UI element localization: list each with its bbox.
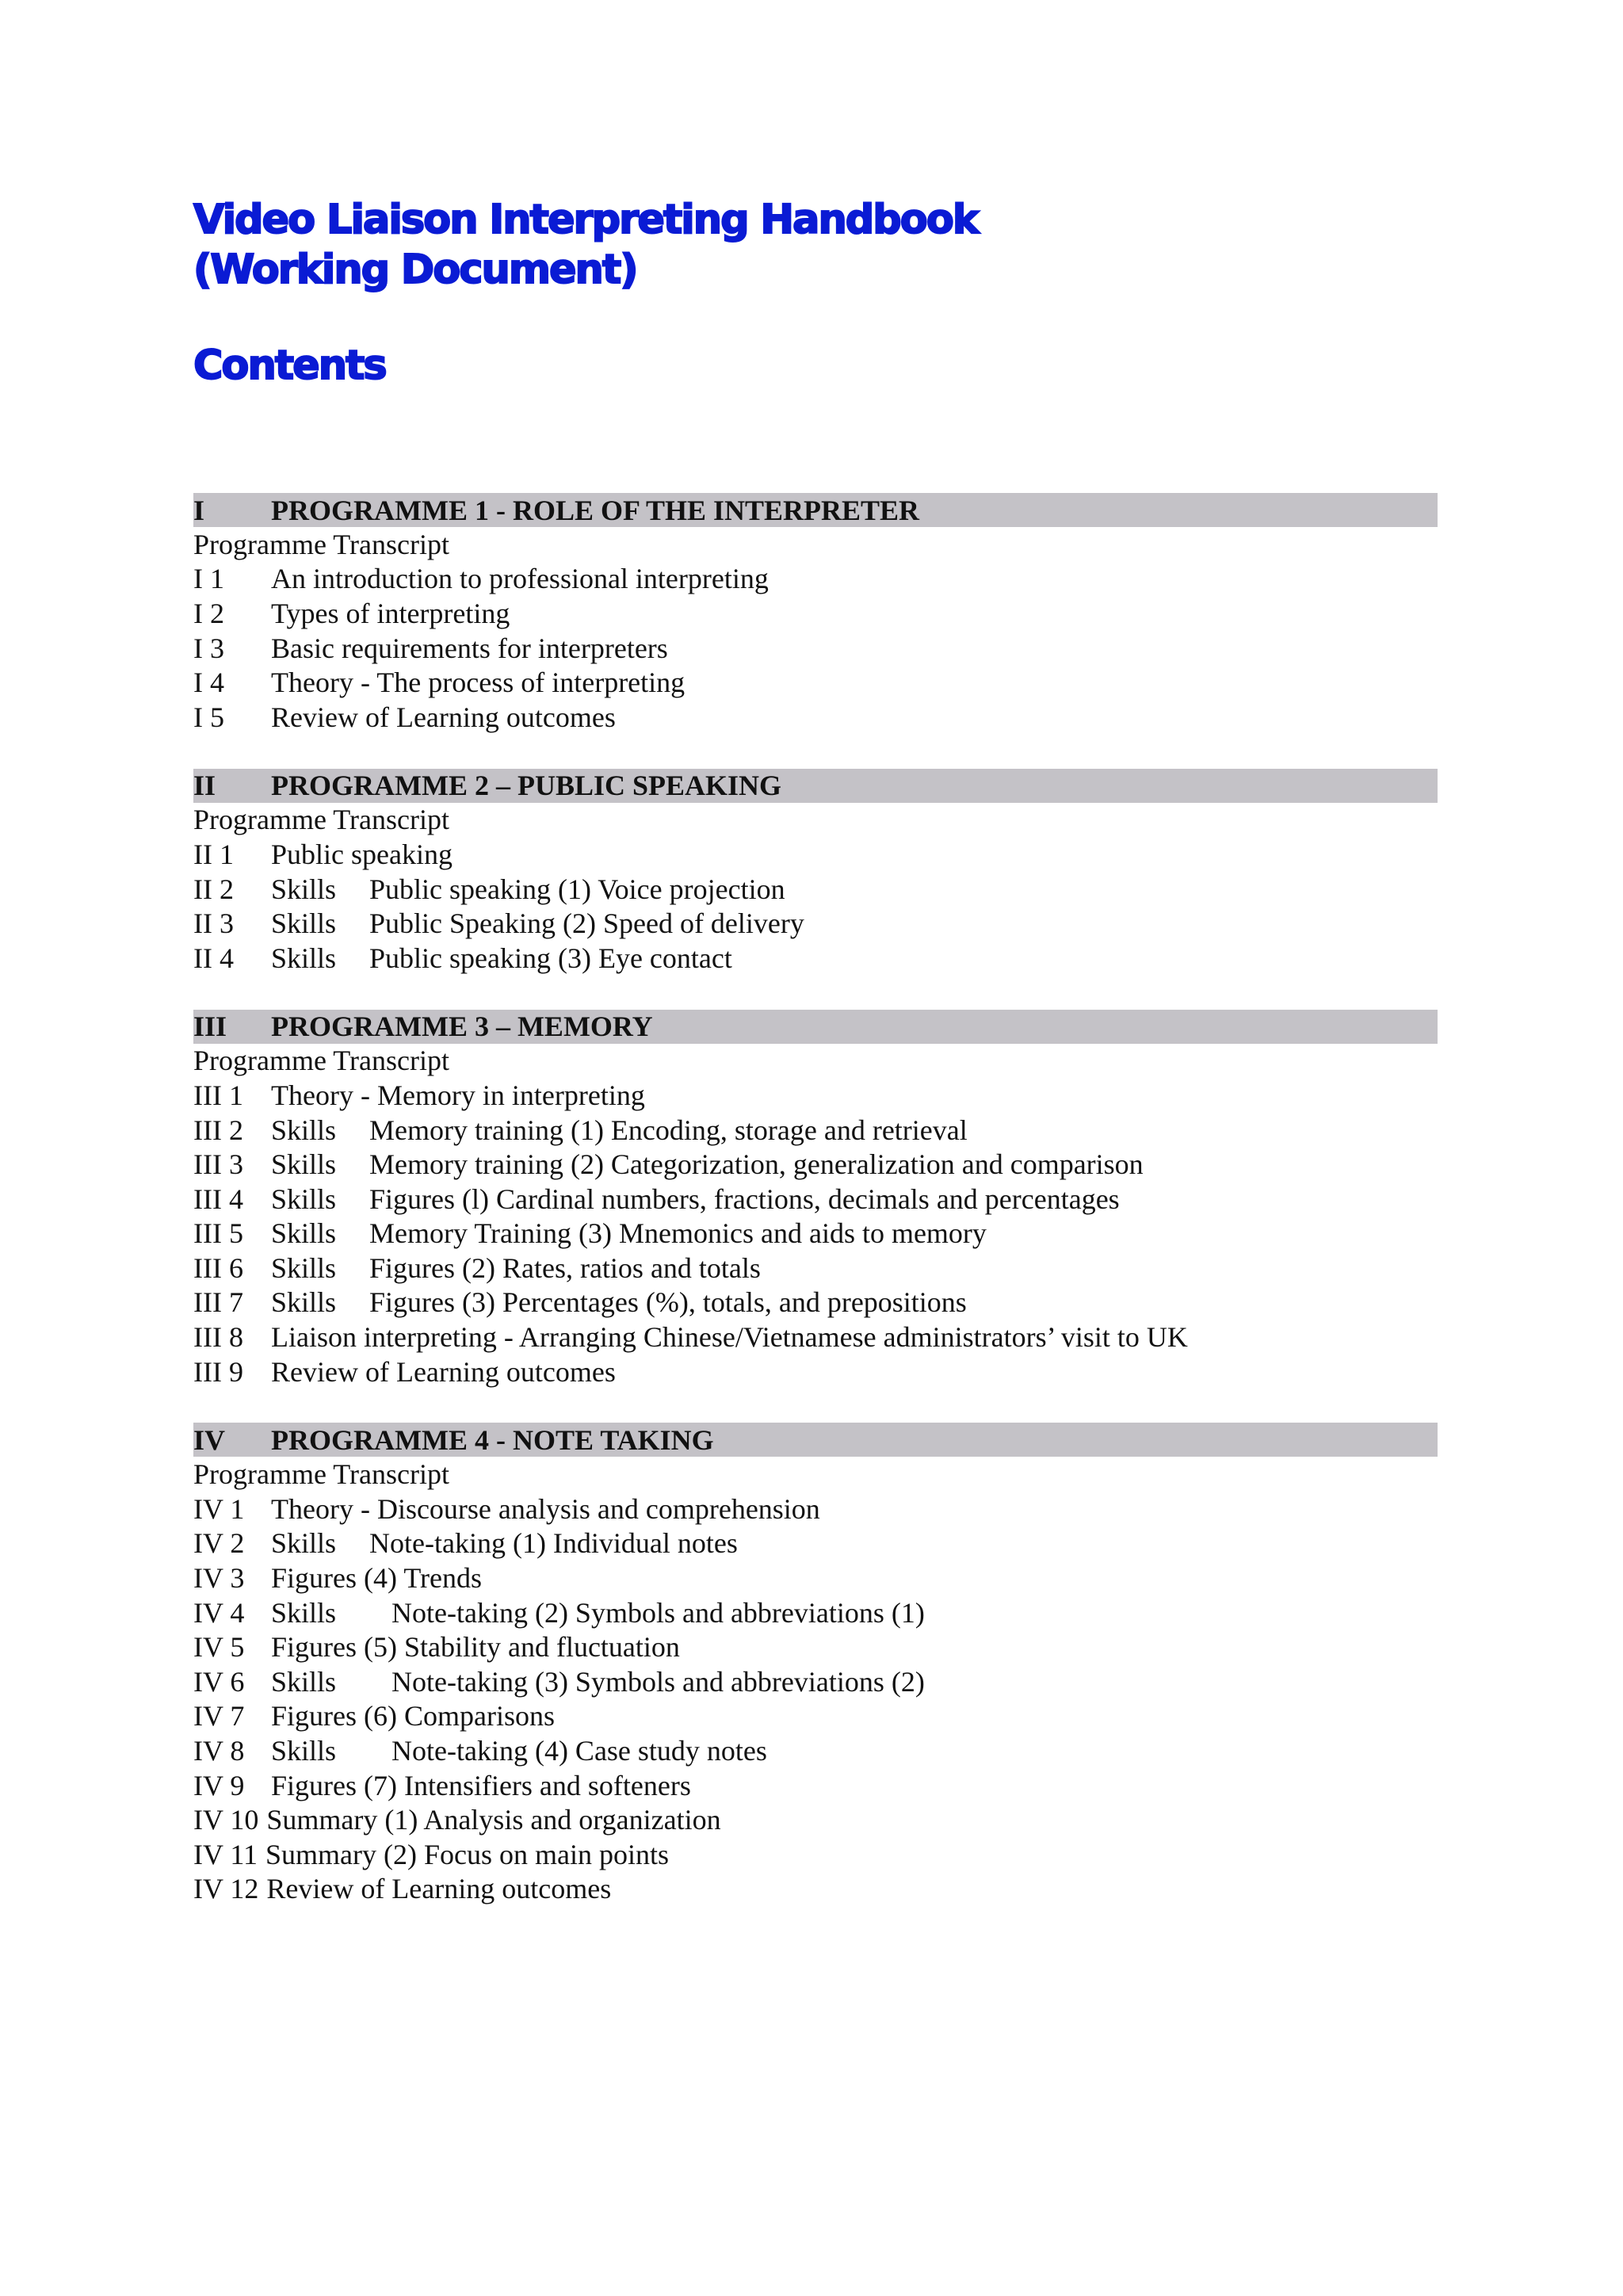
entry-text: Review of Learning outcomes bbox=[271, 1355, 616, 1388]
entry-text: Figures (4) Trends bbox=[271, 1562, 483, 1595]
toc-entry bbox=[193, 1078, 1438, 1113]
toc-entry-transcript bbox=[193, 527, 1438, 562]
entry-text: Figures (l) Cardinal numbers, fractions, decimals and percentages bbox=[369, 1182, 1120, 1215]
entry-number: IV 10 bbox=[193, 1804, 259, 1836]
entry-skill-label: Skills bbox=[271, 1251, 337, 1284]
toc-entry bbox=[193, 1595, 1438, 1630]
section-title: PROGRAMME 1 - ROLE OF THE INTERPRETER bbox=[271, 494, 920, 526]
entry-number: IV 7 bbox=[193, 1700, 245, 1733]
toc-entry bbox=[193, 1768, 1438, 1803]
entry-number: IV 8 bbox=[193, 1735, 245, 1767]
entry-text: Figures (2) Rates, ratios and totals bbox=[369, 1251, 761, 1284]
entry-text: Figures (5) Stability and fluctuation bbox=[271, 1631, 680, 1664]
entry-text: Summary (2) Focus on main points bbox=[265, 1838, 669, 1870]
entry-text: Note-taking (1) Individual notes bbox=[369, 1527, 738, 1560]
entry-text: Public speaking bbox=[271, 838, 453, 870]
entry-number: I 4 bbox=[193, 667, 224, 699]
toc-entry-transcript bbox=[193, 1044, 1438, 1079]
toc-entry bbox=[193, 872, 1438, 907]
entry-skill-label: Skills bbox=[271, 1182, 337, 1215]
toc-entry bbox=[193, 837, 1438, 872]
entry-text: Liaison interpreting - Arranging Chinese/Vietnamese administrators’ visit to UK bbox=[271, 1321, 1188, 1354]
entry-number: IV 1 bbox=[193, 1492, 245, 1525]
toc-entry bbox=[193, 665, 1438, 700]
toc-entry bbox=[193, 631, 1438, 666]
entry-skill-label: Skills bbox=[271, 1114, 337, 1146]
entry-number: III 3 bbox=[193, 1148, 243, 1181]
entry-text: Summary (1) Analysis and organization bbox=[266, 1804, 721, 1836]
entry-number: II 3 bbox=[193, 907, 234, 940]
section-header bbox=[193, 1423, 1438, 1457]
entry-skill-label: Skills bbox=[271, 942, 337, 974]
toc-entry bbox=[193, 1664, 1438, 1699]
entry-text: Memory training (2) Categorization, generalization and comparison bbox=[369, 1148, 1144, 1181]
toc-entry bbox=[193, 1217, 1438, 1251]
entry-number: IV 6 bbox=[193, 1665, 245, 1698]
table-of-contents bbox=[193, 493, 1438, 1940]
section-header bbox=[193, 769, 1438, 803]
entry-skill-label: Skills bbox=[271, 907, 337, 940]
toc-section-3 bbox=[193, 1010, 1438, 1389]
entry-text: Programme Transcript bbox=[193, 1458, 449, 1491]
entry-number: III 2 bbox=[193, 1114, 243, 1146]
section-title: PROGRAMME 3 – MEMORY bbox=[271, 1010, 653, 1043]
entry-text: Types of interpreting bbox=[271, 597, 510, 629]
toc-entry bbox=[193, 906, 1438, 941]
toc-entry bbox=[193, 1251, 1438, 1286]
section-number: III bbox=[193, 1010, 227, 1043]
entry-number: IV 11 bbox=[193, 1838, 258, 1870]
entry-text: Note-taking (4) Case study notes bbox=[391, 1735, 767, 1767]
entry-text: Programme Transcript bbox=[193, 804, 449, 836]
entry-number: I 2 bbox=[193, 597, 224, 629]
toc-entry bbox=[193, 1733, 1438, 1768]
entry-number: III 8 bbox=[193, 1321, 243, 1354]
entry-skill-label: Skills bbox=[271, 1286, 337, 1319]
entry-number: IV 5 bbox=[193, 1631, 245, 1664]
toc-entry bbox=[193, 1286, 1438, 1320]
entry-skill-label: Skills bbox=[271, 1148, 337, 1181]
entry-number: IV 4 bbox=[193, 1596, 245, 1629]
toc-entry bbox=[193, 562, 1438, 597]
entry-text: Theory - The process of interpreting bbox=[271, 667, 685, 699]
entry-skill-label: Skills bbox=[271, 873, 337, 905]
entry-number: IV 3 bbox=[193, 1562, 245, 1595]
entry-number: I 1 bbox=[193, 563, 224, 595]
entry-text: Figures (7) Intensifiers and softeners bbox=[271, 1769, 691, 1801]
toc-entry bbox=[193, 1561, 1438, 1595]
entry-number: III 7 bbox=[193, 1286, 243, 1319]
entry-number: IV 12 bbox=[193, 1873, 259, 1905]
toc-entry-transcript bbox=[193, 1457, 1438, 1492]
entry-text: Public speaking (3) Eye contact bbox=[369, 942, 732, 974]
entry-text: Memory training (1) Encoding, storage and retrieval bbox=[369, 1114, 968, 1146]
entry-text: Public Speaking (2) Speed of delivery bbox=[369, 907, 804, 940]
entry-skill-label: Skills bbox=[271, 1735, 337, 1767]
entry-text: Memory Training (3) Mnemonics and aids to memory bbox=[369, 1217, 987, 1250]
section-number: II bbox=[193, 770, 216, 802]
entry-text: Note-taking (3) Symbols and abbreviations (2) bbox=[391, 1665, 925, 1698]
entry-skill-label: Skills bbox=[271, 1665, 337, 1698]
entry-text: Programme Transcript bbox=[193, 1045, 449, 1077]
entry-text: Programme Transcript bbox=[193, 528, 449, 560]
toc-entry bbox=[193, 1802, 1438, 1837]
title-line-1: Video Liaison Interpreting Handbook bbox=[193, 197, 978, 243]
entry-number: III 4 bbox=[193, 1182, 243, 1215]
toc-entry bbox=[193, 1320, 1438, 1354]
toc-section-4 bbox=[193, 1423, 1438, 1906]
toc-entry bbox=[193, 596, 1438, 631]
toc-entry bbox=[193, 1526, 1438, 1561]
toc-entry bbox=[193, 1492, 1438, 1526]
section-title: PROGRAMME 2 – PUBLIC SPEAKING bbox=[271, 770, 782, 802]
entry-number: II 2 bbox=[193, 873, 234, 905]
contents-heading: Contents bbox=[193, 342, 386, 389]
entry-number: I 5 bbox=[193, 701, 224, 733]
entry-skill-label: Skills bbox=[271, 1596, 337, 1629]
entry-text: Figures (3) Percentages (%), totals, and prepositions bbox=[369, 1286, 967, 1319]
toc-entry bbox=[193, 1182, 1438, 1217]
toc-entry bbox=[193, 1629, 1438, 1664]
entry-text: Review of Learning outcomes bbox=[271, 701, 616, 733]
entry-text: Review of Learning outcomes bbox=[266, 1873, 612, 1905]
entry-text: Theory - Discourse analysis and comprehension bbox=[271, 1492, 820, 1525]
entry-number: II 4 bbox=[193, 942, 234, 974]
section-number: IV bbox=[193, 1423, 226, 1456]
toc-section-1 bbox=[193, 493, 1438, 735]
toc-entry bbox=[193, 1699, 1438, 1734]
toc-entry bbox=[193, 1354, 1438, 1389]
entry-text: Theory - Memory in interpreting bbox=[271, 1079, 645, 1111]
entry-text: Public speaking (1) Voice projection bbox=[369, 873, 785, 905]
section-header bbox=[193, 493, 1438, 527]
entry-number: III 1 bbox=[193, 1079, 243, 1111]
entry-text: Basic requirements for interpreters bbox=[271, 632, 668, 664]
toc-entry bbox=[193, 700, 1438, 735]
toc-entry bbox=[193, 1872, 1438, 1907]
entry-number: I 3 bbox=[193, 632, 224, 664]
toc-entry bbox=[193, 1113, 1438, 1148]
toc-entry bbox=[193, 941, 1438, 976]
entry-text: An introduction to professional interpreting bbox=[271, 563, 769, 595]
entry-number: IV 2 bbox=[193, 1527, 245, 1560]
section-number: I bbox=[193, 494, 205, 526]
toc-entry bbox=[193, 1837, 1438, 1872]
toc-section-2 bbox=[193, 769, 1438, 976]
entry-number: III 9 bbox=[193, 1355, 243, 1388]
entry-skill-label: Skills bbox=[271, 1217, 337, 1250]
entry-text: Note-taking (2) Symbols and abbreviations (1) bbox=[391, 1596, 925, 1629]
entry-number: III 6 bbox=[193, 1251, 243, 1284]
entry-text: Figures (6) Comparisons bbox=[271, 1700, 555, 1733]
section-title: PROGRAMME 4 - NOTE TAKING bbox=[271, 1423, 714, 1456]
entry-number: II 1 bbox=[193, 838, 234, 870]
title-line-2: (Working Document) bbox=[193, 246, 637, 293]
toc-entry bbox=[193, 1147, 1438, 1182]
section-header bbox=[193, 1010, 1438, 1044]
entry-skill-label: Skills bbox=[271, 1527, 337, 1560]
entry-number: IV 9 bbox=[193, 1769, 245, 1801]
toc-entry-transcript bbox=[193, 803, 1438, 838]
entry-number: III 5 bbox=[193, 1217, 243, 1250]
document-title bbox=[193, 195, 978, 295]
